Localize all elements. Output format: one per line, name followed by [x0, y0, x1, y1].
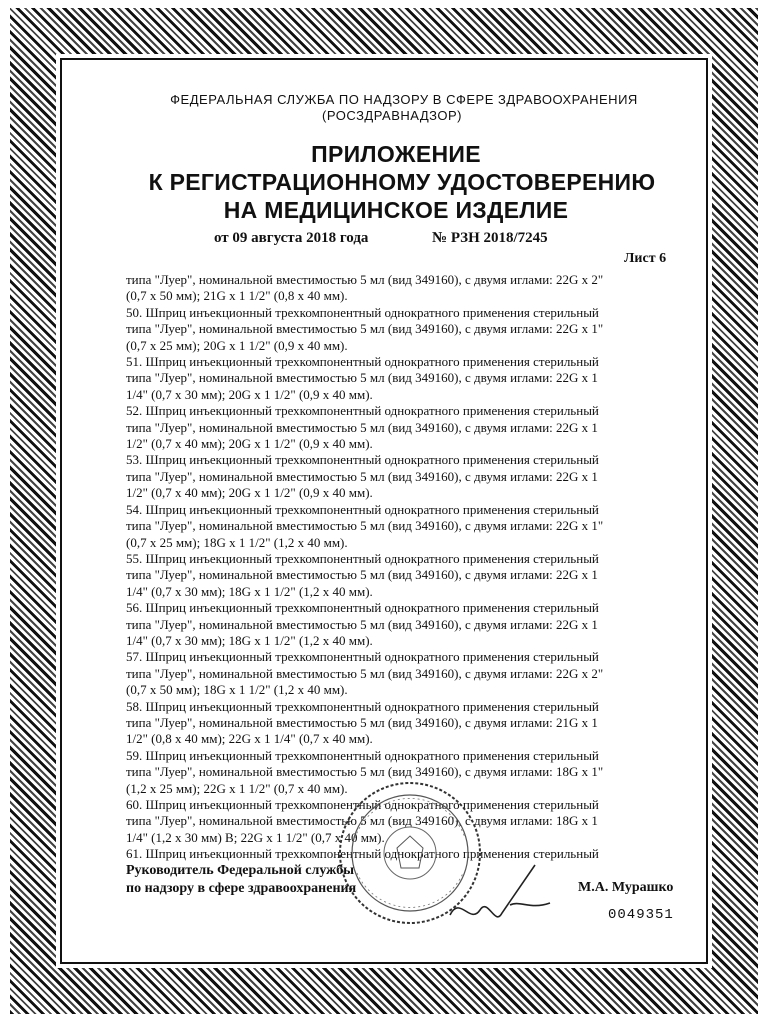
body-line: 50. Шприц инъекционный трехкомпонентный однократного применения стерильный [126, 304, 599, 320]
body-line: 1/2" (0,8 x 40 мм); 22G x 1 1/4" (0,7 x 40 мм). [126, 731, 373, 747]
body-line: типа "Луер", номинальной вместимостью 5 мл (вид 349160), с двумя иглами: 22G x 2" [126, 272, 604, 287]
signer-title [126, 862, 356, 898]
agency-name: ФЕДЕРАЛЬНАЯ СЛУЖБА ПО НАДЗОРУ В СФЕРЕ ЗДРАВООХРАНЕНИЯ [170, 92, 638, 107]
body-line: 57. Шприц инъекционный трехкомпонентный однократного применения стерильный [126, 649, 599, 665]
body-line: 54. Шприц инъекционный трехкомпонентный однократного применения стерильный [126, 501, 599, 517]
document-title: ПРИЛОЖЕНИЕ [311, 141, 481, 167]
document-subtitle-line1: К РЕГИСТРАЦИОННОМУ УДОСТОВЕРЕНИЮ [148, 169, 656, 195]
body-line: 59. Шприц инъекционный трехкомпонентный однократного применения стерильный [126, 747, 599, 763]
body-line: типа "Луер", номинальной вместимостью 5 мл (вид 349160), с двумя иглами: 22G x 1 [126, 468, 598, 484]
body-line: 1/4" (1,2 x 30 мм) В; 22G x 1 1/2" (0,7 x 40 мм). [126, 829, 385, 845]
signer-name: М.А. Мурашко [578, 880, 674, 895]
body-line: 1/2" (0,7 x 40 мм); 20G x 1 1/2" (0,9 x 40 мм). [126, 436, 373, 452]
body-line: типа "Луер", номинальной вместимостью 5 мл (вид 349160), с двумя иглами: 21G x 1 [126, 714, 598, 730]
serial-number: 0049351 [608, 907, 674, 923]
body-line: типа "Луер", номинальной вместимостью 5 мл (вид 349160), с двумя иглами: 22G x 2" [126, 665, 604, 681]
body-line: 1/4" (0,7 x 30 мм); 18G x 1 1/2" (1,2 x 40 мм). [126, 583, 373, 599]
body-line: 61. Шприц инъекционный трехкомпонентный однократного применения стерильный [126, 846, 599, 862]
body-line: типа "Луер", номинальной вместимостью 5 мл (вид 349160), с двумя иглами: 22G x 1" [126, 518, 604, 534]
body-line: 1/4" (0,7 x 30 мм); 18G x 1 1/2" (1,2 x 40 мм). [126, 632, 373, 648]
body-line: 51. Шприц инъекционный трехкомпонентный однократного применения стерильный [126, 354, 599, 370]
body-line: 1/2" (0,7 x 40 мм); 20G x 1 1/2" (0,9 x 40 мм). [126, 485, 373, 501]
body-line: (0,7 x 25 мм); 18G x 1 1/2" (1,2 x 40 мм). [126, 534, 348, 550]
body-line: типа "Луер", номинальной вместимостью 5 мл (вид 349160), с двумя иглами: 22G x 1 [126, 370, 598, 386]
body-line: типа "Луер", номинальной вместимостью 5 мл (вид 349160), с двумя иглами: 18G x 1" [126, 764, 604, 780]
body-line: типа "Луер", номинальной вместимостью 5 мл (вид 349160), с двумя иглами: 22G x 1 [126, 419, 598, 435]
body-line: типа "Луер", номинальной вместимостью 5 мл (вид 349160), с двумя иглами: 22G x 1" [126, 321, 604, 337]
agency-abbreviation: (РОСЗДРАВНАДЗОР) [322, 108, 462, 123]
sheet-number: Лист 6 [624, 251, 667, 266]
body-line: 60. Шприц инъекционный трехкомпонентный однократного применения стерильный [126, 797, 599, 812]
body-line: типа "Луер", номинальной вместимостью 5 мл (вид 349160), с двумя иглами: 22G x 1 [126, 567, 598, 583]
issue-date: от 09 августа 2018 года [214, 230, 369, 246]
body-line: 56. Шприц инъекционный трехкомпонентный однократного применения стерильный [126, 600, 599, 616]
body-line: типа "Луер", номинальной вместимостью 5 мл (вид 349160), с двумя иглами: 22G x 1 [126, 616, 598, 632]
body-line: (1,2 x 25 мм); 22G x 1 1/2" (0,7 x 40 мм). [126, 780, 348, 796]
registration-number: № РЗН 2018/7245 [432, 230, 548, 246]
body-line: (0,7 x 25 мм); 20G x 1 1/2" (0,9 x 40 мм). [126, 337, 348, 353]
body-line: 53. Шприц инъекционный трехкомпонентный однократного применения стерильный [126, 452, 599, 468]
body-line: 55. Шприц инъекционный трехкомпонентный однократного применения стерильный [126, 550, 599, 566]
body-line: (0,7 x 50 мм); 21G x 1 1/2" (0,8 x 40 мм). [126, 288, 348, 304]
body-line: 52. Шприц инъекционный трехкомпонентный однократного применения стерильный [126, 403, 599, 419]
body-line: 1/4" (0,7 x 30 мм); 20G x 1 1/2" (0,9 x 40 мм). [126, 386, 373, 402]
handwritten-signature [440, 855, 570, 935]
signer-title-line1: Руководитель Федеральной службы [126, 863, 355, 878]
body-line: типа "Луер", номинальной вместимостью 5 мл (вид 349160), с двумя иглами: 18G x 1 [126, 813, 598, 829]
body-line: 58. Шприц инъекционный трехкомпонентный однократного применения стерильный [126, 698, 599, 714]
product-list [126, 272, 674, 863]
body-line: (0,7 x 50 мм); 18G x 1 1/2" (1,2 x 40 мм). [126, 682, 348, 698]
document-subtitle-line2: НА МЕДИЦИНСКОЕ ИЗДЕЛИЕ [223, 197, 569, 223]
signer-title-line2: по надзору в сфере здравоохранения [126, 881, 357, 896]
